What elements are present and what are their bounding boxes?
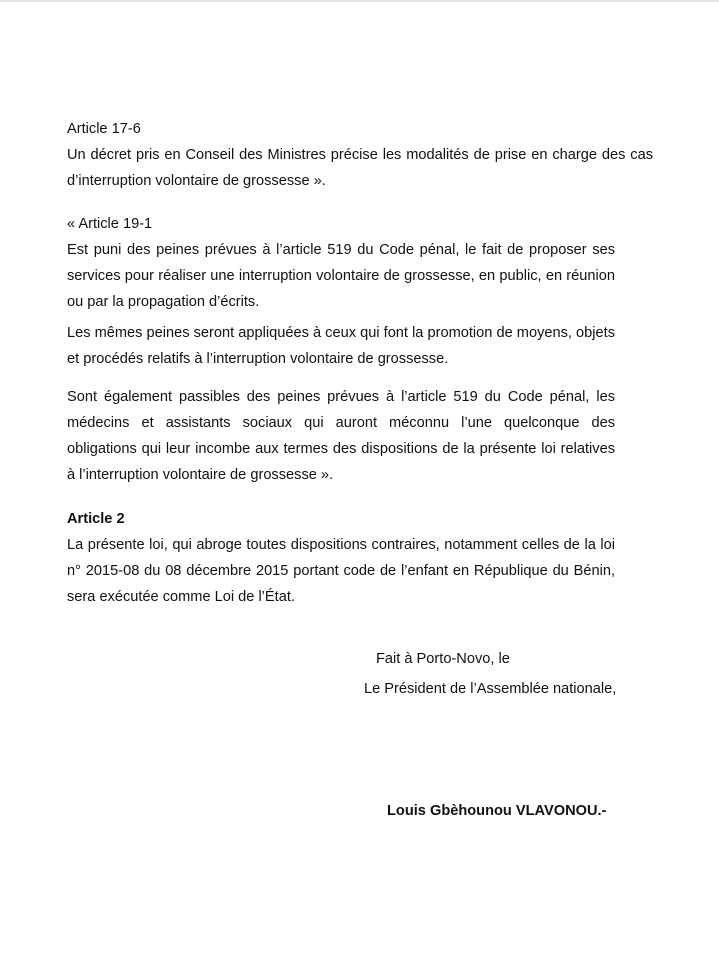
article-17-6-text: Un décret pris en Conseil des Ministres précise les modalités de prise en charge des cas d’interruption volontaire de grossesse ».	[67, 147, 653, 189]
top-border	[0, 0, 719, 2]
signature-name: Louis Gbèhounou VLAVONOU.-	[387, 803, 607, 819]
article-2-heading: Article 2	[67, 511, 125, 527]
signature-title: Le Président de l’Assemblée nationale,	[364, 681, 617, 697]
article-19-1-paragraph-3: Sont également passibles des peines prévues à l’article 519 du Code pénal, les médecins et assistants sociaux qui auront méconnu l’une quelconque des obligations qui leur incombe aux termes des dispositions de la présente loi relatives à l’interruption volontaire de grossesse ».	[67, 389, 615, 483]
article-17-6-heading: Article 17-6	[67, 121, 141, 137]
article-19-1-heading: « Article 19-1	[67, 216, 153, 232]
signature-place: Fait à Porto-Novo, le	[376, 651, 510, 667]
article-19-1-paragraph-1: Est puni des peines prévues à l’article 519 du Code pénal, le fait de proposer ses services pour réaliser une interruption volontaire de grossesse, en public, en réunion ou par la propagation d’écrits.	[67, 242, 615, 310]
article-2-text: La présente loi, qui abroge toutes dispositions contraires, notamment celles de la loi n° 2015-08 du 08 décembre 2015 portant code de l’enfant en République du Bénin, sera exécutée comme Loi de l’État.	[67, 537, 615, 605]
document-body	[67, 116, 653, 610]
article-19-1-paragraph-2: Les mêmes peines seront appliquées à ceux qui font la promotion de moyens, objets et procédés relatifs à l’interruption volontaire de grossesse.	[67, 325, 615, 367]
